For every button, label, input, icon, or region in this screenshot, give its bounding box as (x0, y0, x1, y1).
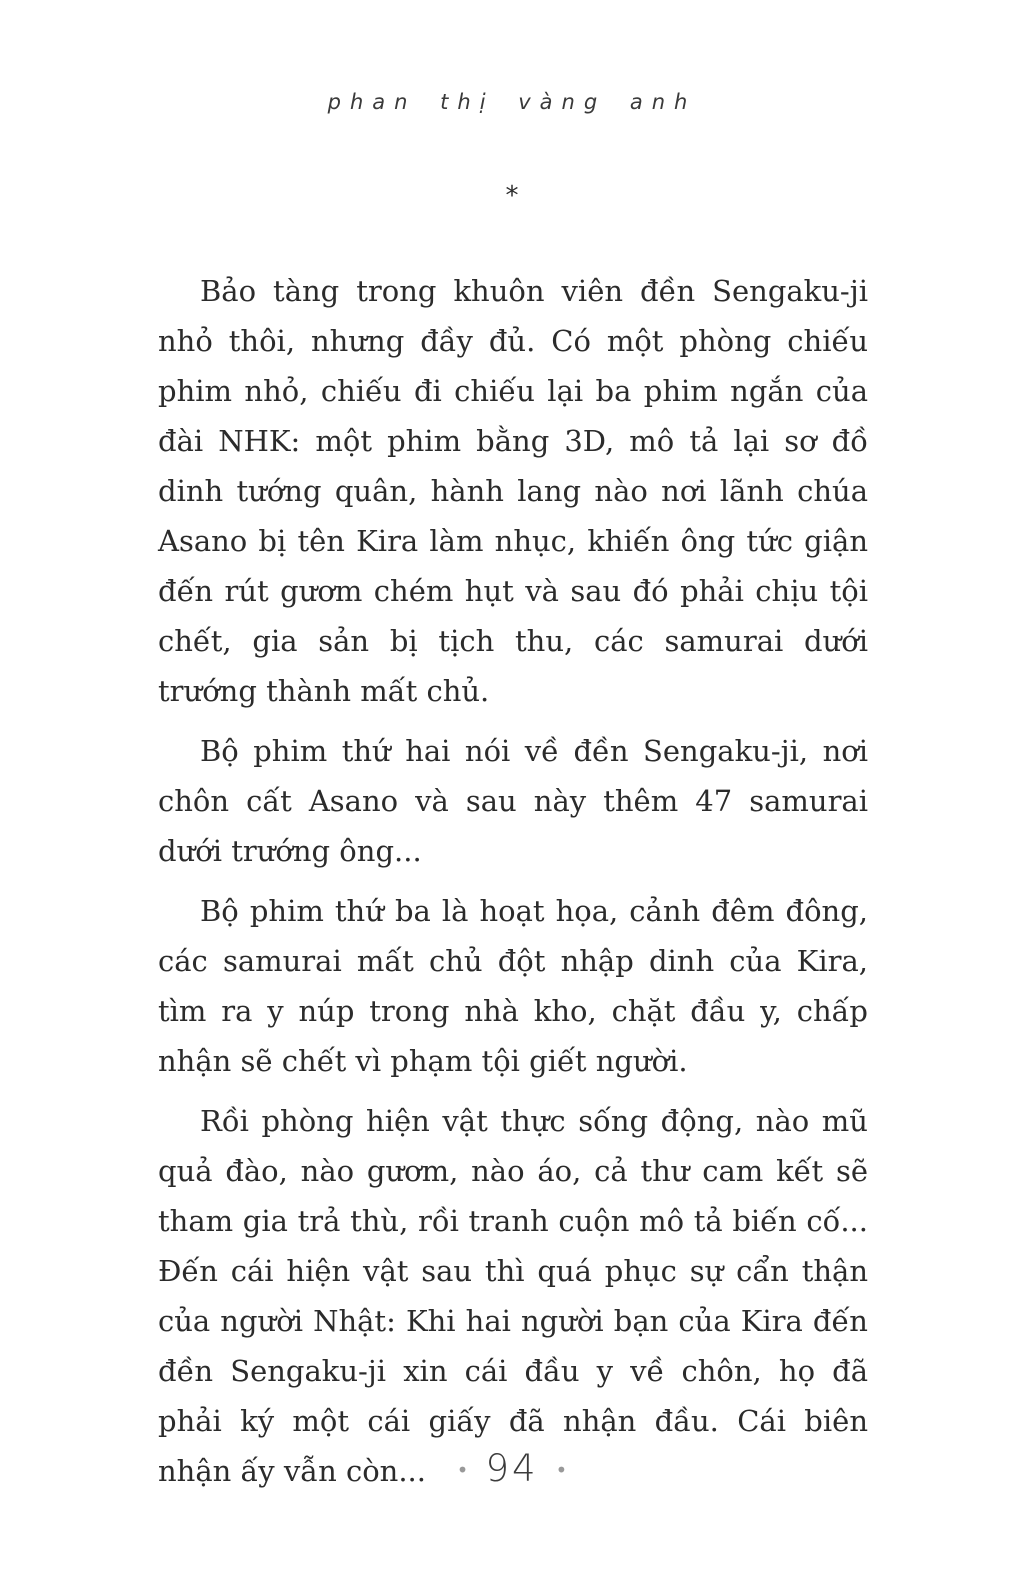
paragraph-3: Bộ phim thứ ba là hoạt họa, cảnh đêm đông, các samurai mất chủ đột nhập dinh của Kira, tìm ra y núp trong nhà kho, chặt đầu y, chấp nhận sẽ chết vì phạm tội giết người. (158, 894, 868, 1078)
paragraph-1: Bảo tàng trong khuôn viên đền Sengaku-ji nhỏ thôi, nhưng đầy đủ. Có một phòng chiếu phim nhỏ, chiếu đi chiếu lại ba phim ngắn của đài NHK: một phim bằng 3D, mô tả lại sơ đồ dinh tướng quân, hành lang nào nơi lãnh chúa Asano bị tên Kira làm nhục, khiến ông tức giận đến rút gươm chém hụt và sau đó phải chịu tội chết, gia sản bị tịch thu, các samurai dưới trướng thành mất chủ. (158, 274, 868, 708)
page-footer (0, 1442, 1024, 1494)
footer-dot-left: • (456, 1458, 469, 1482)
paragraph-4: Rồi phòng hiện vật thực sống động, nào mũ quả đào, nào gươm, nào áo, cả thư cam kết sẽ tham gia trả thù, rồi tranh cuộn mô tả biến cố... Đến cái hiện vật sau thì quá phục sự cẩn thận của người Nhật: Khi hai người bạn của Kira đến đền Sengaku-ji xin cái đầu y về chôn, họ đã phải ký một cái giấy đã nhận đầu. Cái biên nhận ấy vẫn còn... (158, 1104, 868, 1488)
page-number: 94 (485, 1446, 539, 1490)
section-separator-asterisk: * (505, 181, 519, 211)
running-header-author: phan thị vàng anh (327, 90, 697, 114)
body-text (158, 266, 868, 1496)
footer-dot-right: • (555, 1458, 568, 1482)
paragraph-2: Bộ phim thứ hai nói về đền Sengaku-ji, nơi chôn cất Asano và sau này thêm 47 samurai dưới trướng ông... (158, 734, 868, 868)
